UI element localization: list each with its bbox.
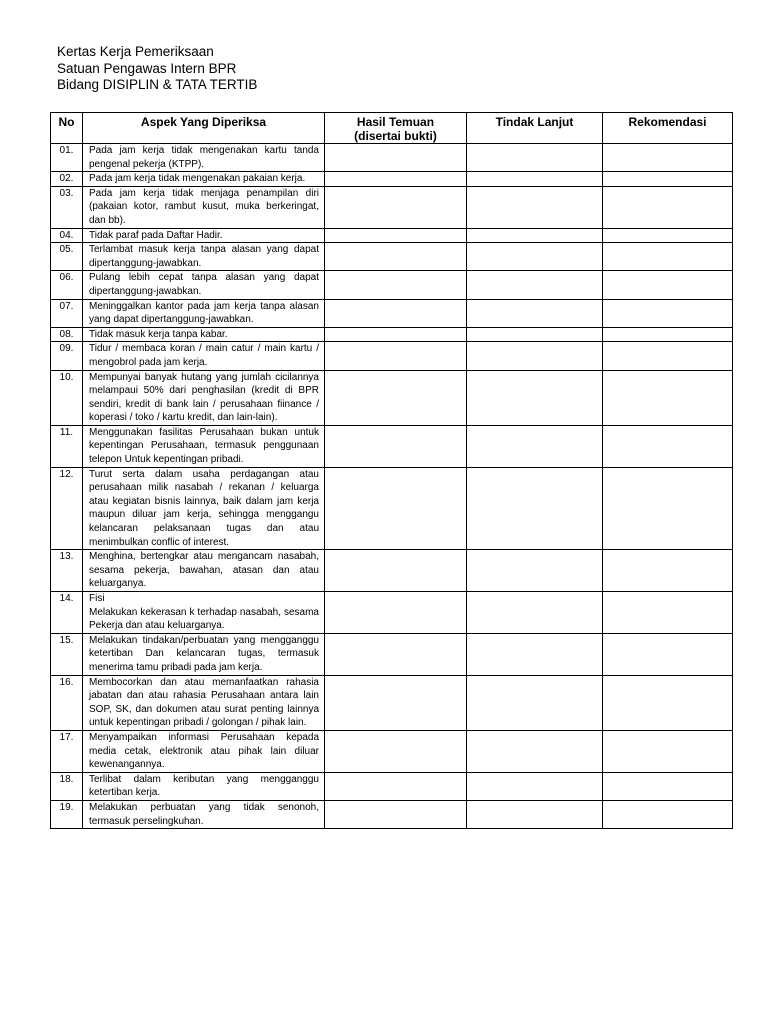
row-hasil-temuan-cell xyxy=(325,550,467,592)
row-rekomendasi-cell xyxy=(603,327,733,342)
table-row xyxy=(51,342,733,370)
table-row xyxy=(51,172,733,187)
col-header-tindak-lanjut: Tindak Lanjut xyxy=(467,113,603,144)
row-number: 09. xyxy=(51,342,83,370)
row-tindak-lanjut-cell xyxy=(467,271,603,299)
row-hasil-temuan-cell xyxy=(325,633,467,675)
col-header-hasil-temuan: Hasil Temuan (disertai bukti) xyxy=(325,113,467,144)
row-hasil-temuan-cell xyxy=(325,144,467,172)
row-aspek: Pada jam kerja tidak menjaga penampilan diri (pakaian kotor, rambut kusut, muka berkeringat, dan bb). xyxy=(83,186,325,228)
row-number: 02. xyxy=(51,172,83,187)
row-hasil-temuan-cell xyxy=(325,299,467,327)
row-aspek: Turut serta dalam usaha perdagangan atau perusahaan milik nasabah / rekanan / keluarga atau kegiatan bisnis lainnya, baik dalam jam kerja maupun diluar jam kerja, sehingga menggangu kelancaran pelaksanaan tugas dan atau menimbulkan conflic of interest. xyxy=(83,467,325,550)
row-aspek: Menghina, bertengkar atau mengancam nasabah, sesama pekerja, bawahan, atasan dan atau keluarganya. xyxy=(83,550,325,592)
row-aspek: Terlambat masuk kerja tanpa alasan yang dapat dipertanggung-jawabkan. xyxy=(83,243,325,271)
table-row xyxy=(51,370,733,425)
row-number: 05. xyxy=(51,243,83,271)
header-field: Bidang DISIPLIN & TATA TERTIB xyxy=(57,77,258,92)
row-rekomendasi-cell xyxy=(603,271,733,299)
col-header-aspek: Aspek Yang Diperiksa xyxy=(83,113,325,144)
row-hasil-temuan-cell xyxy=(325,228,467,243)
row-number: 17. xyxy=(51,730,83,772)
table-row xyxy=(51,550,733,592)
row-rekomendasi-cell xyxy=(603,172,733,187)
row-rekomendasi-cell xyxy=(603,772,733,800)
row-tindak-lanjut-cell xyxy=(467,370,603,425)
row-number: 16. xyxy=(51,675,83,730)
table-row xyxy=(51,633,733,675)
row-rekomendasi-cell xyxy=(603,550,733,592)
worksheet-table xyxy=(50,112,733,829)
row-number: 08. xyxy=(51,327,83,342)
row-hasil-temuan-cell xyxy=(325,370,467,425)
row-tindak-lanjut-cell xyxy=(467,425,603,467)
row-hasil-temuan-cell xyxy=(325,342,467,370)
table-row xyxy=(51,592,733,634)
row-rekomendasi-cell xyxy=(603,592,733,634)
table-row xyxy=(51,800,733,828)
row-hasil-temuan-cell xyxy=(325,800,467,828)
row-tindak-lanjut-cell xyxy=(467,342,603,370)
table-row xyxy=(51,271,733,299)
row-number: 14. xyxy=(51,592,83,634)
row-tindak-lanjut-cell xyxy=(467,592,603,634)
row-number: 19. xyxy=(51,800,83,828)
row-tindak-lanjut-cell xyxy=(467,299,603,327)
row-hasil-temuan-cell xyxy=(325,271,467,299)
row-number: 13. xyxy=(51,550,83,592)
table-row xyxy=(51,467,733,550)
row-aspek: Terlibat dalam keributan yang mengganggu ketertiban kerja. xyxy=(83,772,325,800)
row-rekomendasi-cell xyxy=(603,730,733,772)
table-row xyxy=(51,243,733,271)
row-rekomendasi-cell xyxy=(603,800,733,828)
row-hasil-temuan-cell xyxy=(325,425,467,467)
table-row xyxy=(51,425,733,467)
row-aspek: Melakukan tindakan/perbuatan yang mengganggu ketertiban Dan kelancaran tugas, termasuk menerima tamu pribadi pada jam kerja. xyxy=(83,633,325,675)
row-number: 18. xyxy=(51,772,83,800)
table-row xyxy=(51,228,733,243)
row-number: 10. xyxy=(51,370,83,425)
table-row xyxy=(51,299,733,327)
row-aspek: Pada jam kerja tidak mengenakan pakaian kerja. xyxy=(83,172,325,187)
row-rekomendasi-cell xyxy=(603,243,733,271)
row-tindak-lanjut-cell xyxy=(467,772,603,800)
row-aspek: Mempunyai banyak hutang yang jumlah cicilannya melampaui 50% dari penghasilan (kredit di BPR sendiri, kredit di bank lain / perusahaan fiinance / koperasi / toko / kartu kredit, dan lain-lain). xyxy=(83,370,325,425)
row-rekomendasi-cell xyxy=(603,342,733,370)
row-rekomendasi-cell xyxy=(603,228,733,243)
row-hasil-temuan-cell xyxy=(325,730,467,772)
row-aspek: Membocorkan dan atau memanfaatkan rahasia jabatan dan atau rahasia Perusahaan antara lain SOP, SK, dan dokumen atau surat penting lainnya untuk kepentingan pribadi / golongan / pihak lain. xyxy=(83,675,325,730)
row-number: 06. xyxy=(51,271,83,299)
row-aspek: Menggunakan fasilitas Perusahaan bukan untuk kepentingan Perusahaan, termasuk penggunaan telepon Untuk kepentingan pribadi. xyxy=(83,425,325,467)
col-header-rekomendasi: Rekomendasi xyxy=(603,113,733,144)
row-tindak-lanjut-cell xyxy=(467,186,603,228)
row-number: 15. xyxy=(51,633,83,675)
row-aspek: Tidur / membaca koran / main catur / main kartu / mengobrol pada jam kerja. xyxy=(83,342,325,370)
row-number: 04. xyxy=(51,228,83,243)
table-row xyxy=(51,186,733,228)
header-unit: Satuan Pengawas Intern BPR xyxy=(57,60,237,76)
row-tindak-lanjut-cell xyxy=(467,730,603,772)
row-aspek: Tidak masuk kerja tanpa kabar. xyxy=(83,327,325,342)
row-tindak-lanjut-cell xyxy=(467,228,603,243)
table-header-row xyxy=(51,113,733,144)
row-hasil-temuan-cell xyxy=(325,327,467,342)
row-tindak-lanjut-cell xyxy=(467,633,603,675)
row-number: 03. xyxy=(51,186,83,228)
row-aspek: Melakukan perbuatan yang tidak senonoh, termasuk perselingkuhan. xyxy=(83,800,325,828)
table-row xyxy=(51,675,733,730)
row-hasil-temuan-cell xyxy=(325,675,467,730)
row-tindak-lanjut-cell xyxy=(467,172,603,187)
row-aspek: Pulang lebih cepat tanpa alasan yang dapat dipertanggung-jawabkan. xyxy=(83,271,325,299)
table-row xyxy=(51,327,733,342)
row-aspek: Pada jam kerja tidak mengenakan kartu tanda pengenal pekerja (KTPP). xyxy=(83,144,325,172)
row-rekomendasi-cell xyxy=(603,633,733,675)
row-rekomendasi-cell xyxy=(603,425,733,467)
document-header xyxy=(57,44,257,94)
table-row xyxy=(51,730,733,772)
row-rekomendasi-cell xyxy=(603,299,733,327)
row-aspek: Tidak paraf pada Daftar Hadir. xyxy=(83,228,325,243)
row-tindak-lanjut-cell xyxy=(467,800,603,828)
row-hasil-temuan-cell xyxy=(325,772,467,800)
col-header-no: No xyxy=(51,113,83,144)
row-rekomendasi-cell xyxy=(603,144,733,172)
row-number: 01. xyxy=(51,144,83,172)
row-hasil-temuan-cell xyxy=(325,172,467,187)
row-aspek: Fisi Melakukan kekerasan k terhadap nasabah, sesama Pekerja dan atau keluarganya. xyxy=(83,592,325,634)
row-tindak-lanjut-cell xyxy=(467,675,603,730)
table-row xyxy=(51,772,733,800)
row-hasil-temuan-cell xyxy=(325,243,467,271)
row-tindak-lanjut-cell xyxy=(467,144,603,172)
row-tindak-lanjut-cell xyxy=(467,327,603,342)
row-aspek: Meninggalkan kantor pada jam kerja tanpa alasan yang dapat dipertanggung-jawabkan. xyxy=(83,299,325,327)
table-row xyxy=(51,144,733,172)
row-tindak-lanjut-cell xyxy=(467,243,603,271)
row-hasil-temuan-cell xyxy=(325,592,467,634)
row-rekomendasi-cell xyxy=(603,675,733,730)
header-title: Kertas Kerja Pemeriksaan xyxy=(57,44,214,59)
row-number: 12. xyxy=(51,467,83,550)
row-tindak-lanjut-cell xyxy=(467,467,603,550)
row-hasil-temuan-cell xyxy=(325,186,467,228)
row-rekomendasi-cell xyxy=(603,370,733,425)
row-aspek: Menyampaikan informasi Perusahaan kepada media cetak, elektronik atau pihak lain diluar kewenangannya. xyxy=(83,730,325,772)
row-tindak-lanjut-cell xyxy=(467,550,603,592)
row-hasil-temuan-cell xyxy=(325,467,467,550)
row-number: 11. xyxy=(51,425,83,467)
row-rekomendasi-cell xyxy=(603,186,733,228)
row-rekomendasi-cell xyxy=(603,467,733,550)
row-number: 07. xyxy=(51,299,83,327)
